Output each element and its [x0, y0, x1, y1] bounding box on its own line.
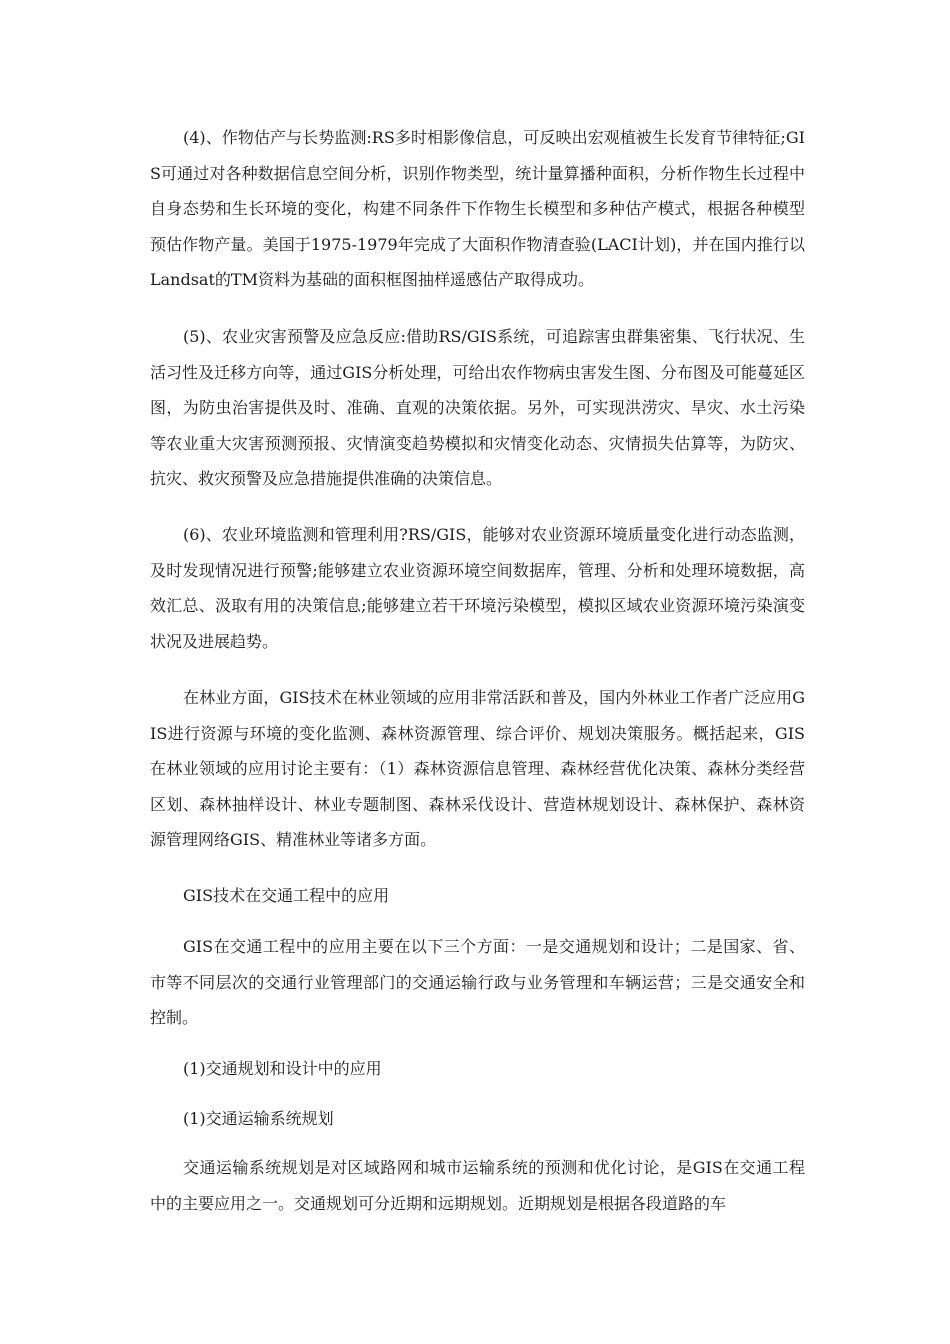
- paragraph-transport-overview: GIS在交通工程中的应用主要在以下三个方面：一是交通规划和设计；二是国家、省、市等不同层次的交通行业管理部门的交通运输行政与业务管理和车辆运营；三是交通安全和控制。: [150, 937, 805, 1027]
- section-heading-transport: GIS技术在交通工程中的应用: [183, 886, 390, 905]
- paragraph-forestry: 在林业方面，GIS技术在林业领域的应用非常活跃和普及，国内外林业工作者广泛应用GIS进行资源与环境的变化监测、森林资源管理、综合评价、规划决策服务。概括起来，GIS在林业领域的应用讨论主要有：（1）森林资源信息管理、森林经营优化决策、森林分类经营区划、森林抽样设计、林业专题制图、森林采伐设计、营造林规划设计、森林保护、森林资源管理网络GIS、精准林业等诸多方面。: [150, 688, 805, 849]
- paragraph-crop-yield-monitoring: (4)、作物估产与长势监测:RS多时相影像信息，可反映出宏观植被生长发育节律特征;GIS可通过对各种数据信息空间分析，识别作物类型，统计量算播种面积，分析作物生长过程中自身态势和生长环境的变化，构建不同条件下作物生长模型和多种估产模式，根据各种模型预估作物产量。美国于1975-1979年完成了大面积作物清查验(LACI计划)，并在国内推行以Landsat的TM资料为基础的面积框图抽样遥感估产取得成功。: [150, 128, 805, 289]
- paragraph-transport-system-planning: 交通运输系统规划是对区域路网和城市运输系统的预测和优化讨论，是GIS在交通工程中的主要应用之一。交通规划可分近期和远期规划。近期规划是根据各段道路的车: [150, 1158, 805, 1213]
- paragraph-environment-monitoring: (6)、农业环境监测和管理利用?RS/GIS，能够对农业资源环境质量变化进行动态监测，及时发现情况进行预警;能够建立农业资源环境空间数据库，管理、分析和处理环境数据，高效汇总、汲取有用的决策信息;能够建立若干环境污染模型，模拟区域农业资源环境污染演变状况及进展趋势。: [150, 525, 805, 651]
- subheading-transport-system-planning: (1)交通运输系统规划: [183, 1109, 334, 1128]
- subheading-transport-planning: (1)交通规划和设计中的应用: [183, 1059, 382, 1078]
- paragraph-disaster-warning: (5)、农业灾害预警及应急反应:借助RS/GIS系统，可追踪害虫群集密集、飞行状况、生活习性及迁移方向等，通过GIS分析处理，可给出农作物病虫害发生图、分布图及可能蔓延区图，为防虫治害提供及时、准确、直观的决策依据。另外，可实现洪涝灾、旱灾、水土污染等农业重大灾害预测预报、灾情演变趋势模拟和灾情变化动态、灾情损失估算等，为防灾、抗灾、救灾预警及应急措施提供准确的决策信息。: [150, 327, 805, 488]
